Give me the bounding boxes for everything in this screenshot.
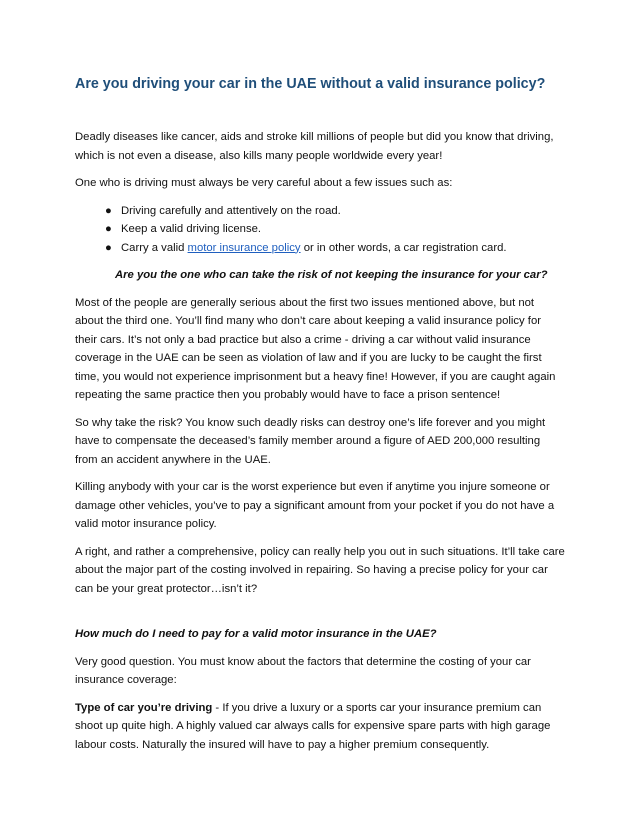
paragraph-lead: Type of car you’re driving bbox=[75, 701, 213, 714]
list-item-text: Driving carefully and attentively on the road. bbox=[121, 204, 341, 217]
issues-intro-paragraph: One who is driving must always be very careful about a few issues such as: bbox=[75, 177, 453, 189]
paragraph-text: - If you drive a luxury or a sports car your insurance premium can shoot up quite high. A highly valued car always calls for expensive spare parts with high garage labour costs. Naturally the insured will have to pay a higher premium consequently. bbox=[75, 701, 551, 751]
page-title: Are you driving your car in the UAE without a valid insurance policy? bbox=[75, 76, 546, 92]
bullet-icon: ● bbox=[105, 241, 112, 254]
bullet-icon: ● bbox=[105, 223, 112, 235]
question-heading: How much do I need to pay for a valid motor insurance in the UAE? bbox=[75, 628, 437, 640]
bullet-icon: ● bbox=[105, 204, 112, 217]
issues-list bbox=[75, 202, 565, 258]
paragraph: Very good question. You must know about the factors that determine the costing of your car insurance coverage: bbox=[75, 655, 531, 686]
list-item bbox=[105, 239, 565, 258]
paragraph: Killing anybody with your car is the worst experience but even if anytime you injure someone or damage other vehicles, you’ve to pay a significant amount from your pocket if you do not have a valid motor insurance policy. bbox=[75, 481, 555, 530]
paragraph: Most of the people are generally serious about the first two issues mentioned above, but not about the third one. You’ll find many who don’t care about keeping a valid insurance policy for their cars. It’s not only a bad practice but also a crime - driving a car without valid insurance coverage in the UAE can be seen as violation of law and if you are lucky to be caught the first time, you would not experience imprisonment but a heavy fine! However, if you are caught again repeating the same practice then you probably would have to face a prison sentence! bbox=[75, 296, 556, 401]
paragraph: A right, and rather a comprehensive, policy can really help you out in such situations. It’ll take care about the major part of the costing involved in repairing. So having a precise policy for your car can be your great protector…isn’t it? bbox=[75, 545, 565, 595]
spacer bbox=[75, 607, 565, 625]
list-item bbox=[105, 220, 565, 239]
motor-insurance-policy-link[interactable]: motor insurance policy bbox=[187, 241, 301, 254]
paragraph bbox=[75, 699, 565, 755]
article-body bbox=[75, 128, 565, 763]
intro-paragraph: Deadly diseases like cancer, aids and stroke kill millions of people but did you know that driving, which is not even a disease, also kills many people worldwide every year! bbox=[75, 131, 554, 162]
question-heading: Are you the one who can take the risk of not keeping the insurance for your car? bbox=[115, 269, 548, 281]
paragraph: So why take the risk? You know such deadly risks can destroy one’s life forever and you might have to compensate the deceased’s family member around a figure of AED 200,000 resulting from an accident anywhere in the UAE. bbox=[75, 416, 546, 466]
list-item-text: Keep a valid driving license. bbox=[121, 223, 262, 235]
list-item-text: Carry a valid bbox=[121, 241, 188, 254]
list-item-text: or in other words, a car registration card. bbox=[300, 241, 507, 254]
list-item bbox=[105, 202, 565, 221]
